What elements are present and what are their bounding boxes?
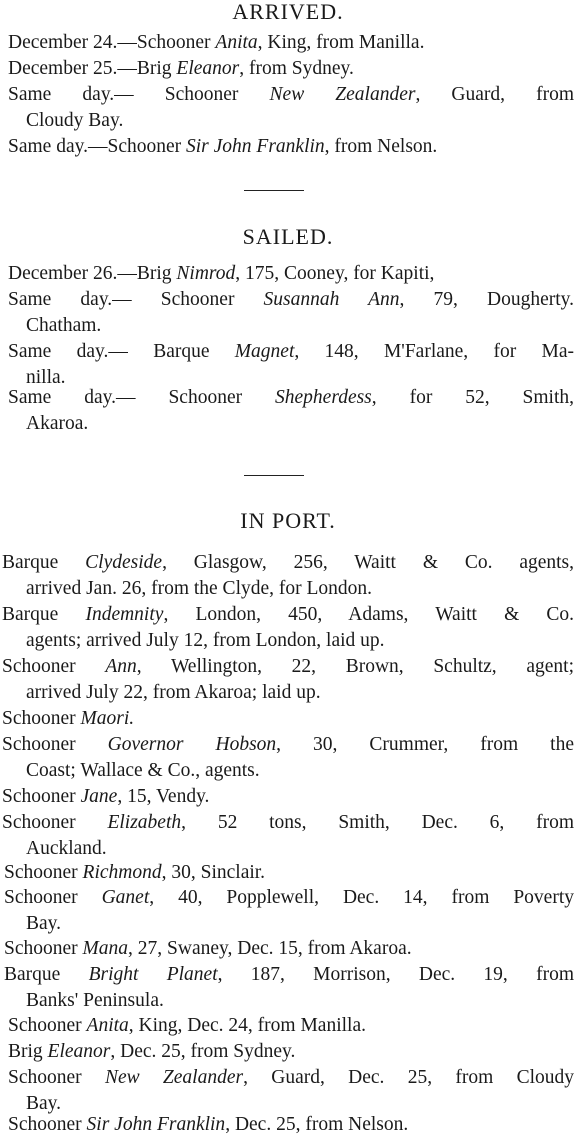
in-port-heading: IN PORT. xyxy=(240,508,336,533)
in-port-entry: Schooner Richmond, 30, Sinclair. xyxy=(4,862,266,883)
arrived-entry: December 24.—Schooner Anita, King, from Manilla. xyxy=(8,32,425,53)
arrived-entry: December 25.—Brig Eleanor, from Sydney. xyxy=(8,58,354,79)
in-port-entry: Barque Clydeside, Glasgow, 256, Waitt & Co. agents, arrived Jan. 26, from the Clyde, for London. xyxy=(2,552,575,599)
sailed-heading: SAILED. xyxy=(242,224,334,249)
vessel-name: Mana xyxy=(82,938,129,959)
vessel-name: Anita xyxy=(215,32,258,53)
vessel-name: Magnet xyxy=(234,341,295,362)
vessel-name: Nimrod xyxy=(176,263,236,284)
vessel-name: Eleanor xyxy=(47,1041,111,1062)
in-port-entry: Schooner Mana, 27, Swaney, Dec. 15, from Akaroa. xyxy=(4,938,412,959)
section-divider xyxy=(244,190,304,191)
vessel-name: Governor Hobson xyxy=(107,734,277,755)
vessel-name: Sir John Franklin xyxy=(186,136,325,157)
arrived-entry: Same day.— Schooner New Zealander, Guard, from Cloudy Bay. xyxy=(8,84,575,131)
vessel-name: Maori. xyxy=(80,708,135,729)
in-port-entry: Schooner Anita, King, Dec. 24, from Manilla. xyxy=(8,1015,366,1036)
vessel-name: Jane xyxy=(80,786,118,807)
vessel-name: Elizabeth xyxy=(107,812,182,833)
vessel-name: Shepherdess xyxy=(275,387,372,408)
in-port-entry: Schooner Ann, Wellington, 22, Brown, Schultz, agent; arrived July 22, from Akaroa; laid up. xyxy=(2,656,574,703)
in-port-entry: Schooner Ganet, 40, Popplewell, Dec. 14, from Poverty Bay. xyxy=(4,887,574,934)
in-port-entry: Schooner Sir John Franklin, Dec. 25, from Nelson. xyxy=(8,1114,409,1135)
vessel-name: Eleanor xyxy=(176,58,240,79)
sailed-entry: Same day.— Schooner Susannah Ann, 79, Dougherty. Chatham. xyxy=(8,289,574,336)
sailed-entry: Same day.— Schooner Shepherdess, for 52, Smith, Akaroa. xyxy=(8,387,574,434)
in-port-entry: Schooner New Zealander, Guard, Dec. 25, from Cloudy Bay. xyxy=(8,1067,574,1114)
in-port-entry: Schooner Maori. xyxy=(2,708,135,729)
vessel-name: New Zealander xyxy=(104,1067,244,1088)
sailed-entry: Same day.— Barque Magnet, 148, M'Farlane, for Ma- nilla. xyxy=(8,341,574,388)
in-port-entry: Schooner Jane, 15, Vendy. xyxy=(2,786,210,807)
arrived-heading: ARRIVED. xyxy=(232,0,344,24)
section-divider xyxy=(244,475,304,476)
vessel-name: Sir John Franklin xyxy=(86,1114,226,1135)
sailed-entry: December 26.—Brig Nimrod, 175, Cooney, for Kapiti, xyxy=(8,263,435,284)
vessel-name: Ann xyxy=(105,656,137,677)
vessel-name: Richmond xyxy=(82,862,162,883)
in-port-entry: Brig Eleanor, Dec. 25, from Sydney. xyxy=(8,1041,296,1062)
in-port-entry: Barque Indemnity, London, 450, Adams, Waitt & Co. agents; arrived July 12, from London, laid up. xyxy=(2,604,575,651)
vessel-name: Bright Planet xyxy=(88,964,218,985)
in-port-entry: Schooner Elizabeth, 52 tons, Smith, Dec. 6, from Auckland. xyxy=(2,812,575,859)
vessel-name: Ganet xyxy=(101,887,150,908)
in-port-entry: Schooner Governor Hobson, 30, Crummer, from the Coast; Wallace & Co., agents. xyxy=(2,734,574,781)
arrived-entry: Same day.—Schooner Sir John Franklin, from Nelson. xyxy=(8,136,438,157)
vessel-name: Indemnity xyxy=(85,604,164,625)
vessel-name: Anita xyxy=(86,1015,129,1036)
in-port-entry: Barque Bright Planet, 187, Morrison, Dec. 19, from Banks' Peninsula. xyxy=(4,964,574,1011)
vessel-name: New Zealander xyxy=(269,84,416,105)
vessel-name: Susannah Ann xyxy=(263,289,400,310)
vessel-name: Clydeside xyxy=(85,552,163,573)
